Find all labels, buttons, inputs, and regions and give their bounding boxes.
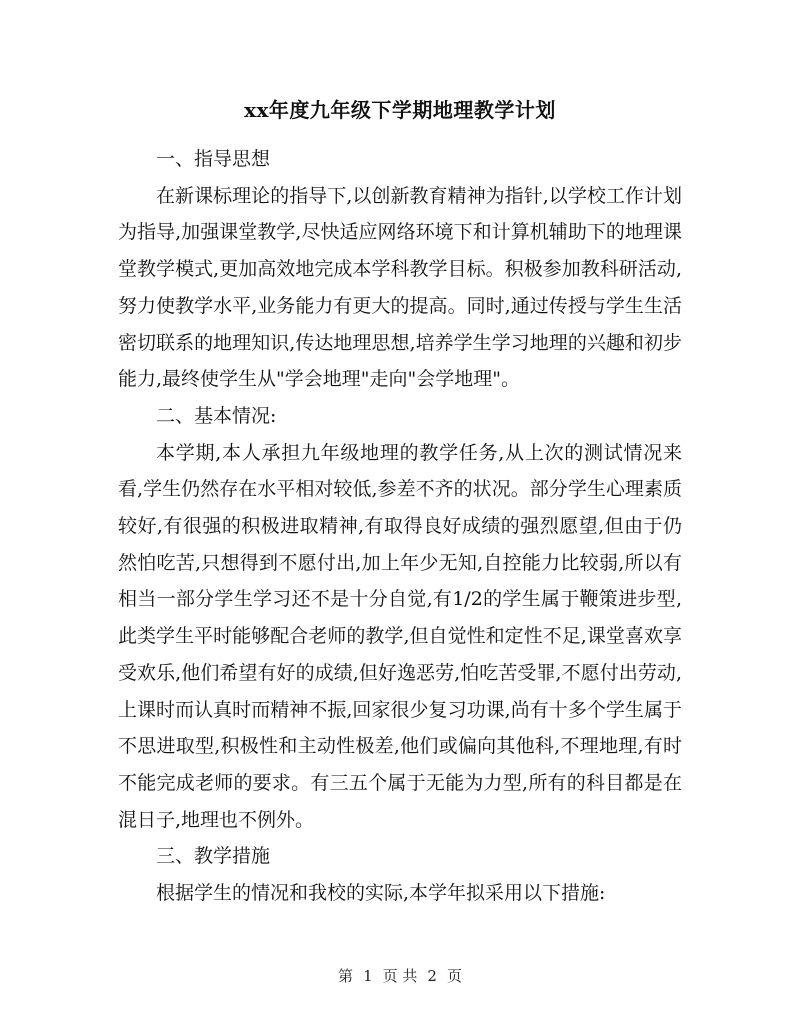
- section-heading-basic-situation: 二、基本情况:: [156, 404, 277, 427]
- footer-prefix: 第: [338, 967, 354, 985]
- paragraph-teaching-measures: 根据学生的情况和我校的实际,本学年拟采用以下措施:: [156, 882, 606, 905]
- document-title: xx年度九年级下学期地理教学计划: [244, 98, 556, 122]
- document-body: [118, 141, 682, 912]
- footer-suffix: 页: [446, 967, 462, 985]
- page-footer: [0, 965, 800, 987]
- section-heading-guiding-thought: 一、指导思想: [156, 148, 271, 170]
- paragraph-basic-situation: 本学期,本人承担九年级地理的教学任务,从上次的测试情况来看,学生仍然存在水平相对较低,参差不齐的状况。部分学生心理素质较好,有很强的积极进取精神,有取得良好成绩的强烈愿望,但由于仍然怕吃苦,只想得到不愿付出,加上年少无知,自控能力比较弱,所以有相当一部分学生学习还不是十分自觉,有1/2的学生属于鞭策进步型,此类学生平时能够配合老师的教学,但自觉性和定性不足,课堂喜欢享受欢乐,他们希望有好的成绩,但好逸恶劳,怕吃苦受罪,不愿付出劳动,上课时而认真时而精神不振,回家很少复习功课,尚有十多个学生属于不思进取型,积极性和主动性极差,他们或偏向其他科,不理地理,有时不能完成老师的要求。有三五个属于无能为力型,所有的科目都是在混日子,地理也不例外。: [118, 441, 682, 831]
- total-page-number: 2: [427, 967, 437, 985]
- footer-mid: 页 共: [382, 967, 418, 985]
- paragraph-guiding-thought: 在新课标理论的指导下,以创新教育精神为指针,以学校工作计划为指导,加强课堂教学,尽快适应网络环境下和计算机辅助下的地理课堂教学模式,更加高效地完成本学科教学目标。积极参加教科研活动,努力使教学水平,业务能力有更大的提高。同时,通过传授与学生生活密切联系的地理知识,传达地理思想,培养学生学习地理的兴趣和初步能力,最终使学生从"学会地理"走向"会学地理"。: [118, 184, 682, 391]
- section-heading-teaching-measures: 三、教学措施: [156, 845, 271, 868]
- current-page-number: 1: [363, 967, 373, 985]
